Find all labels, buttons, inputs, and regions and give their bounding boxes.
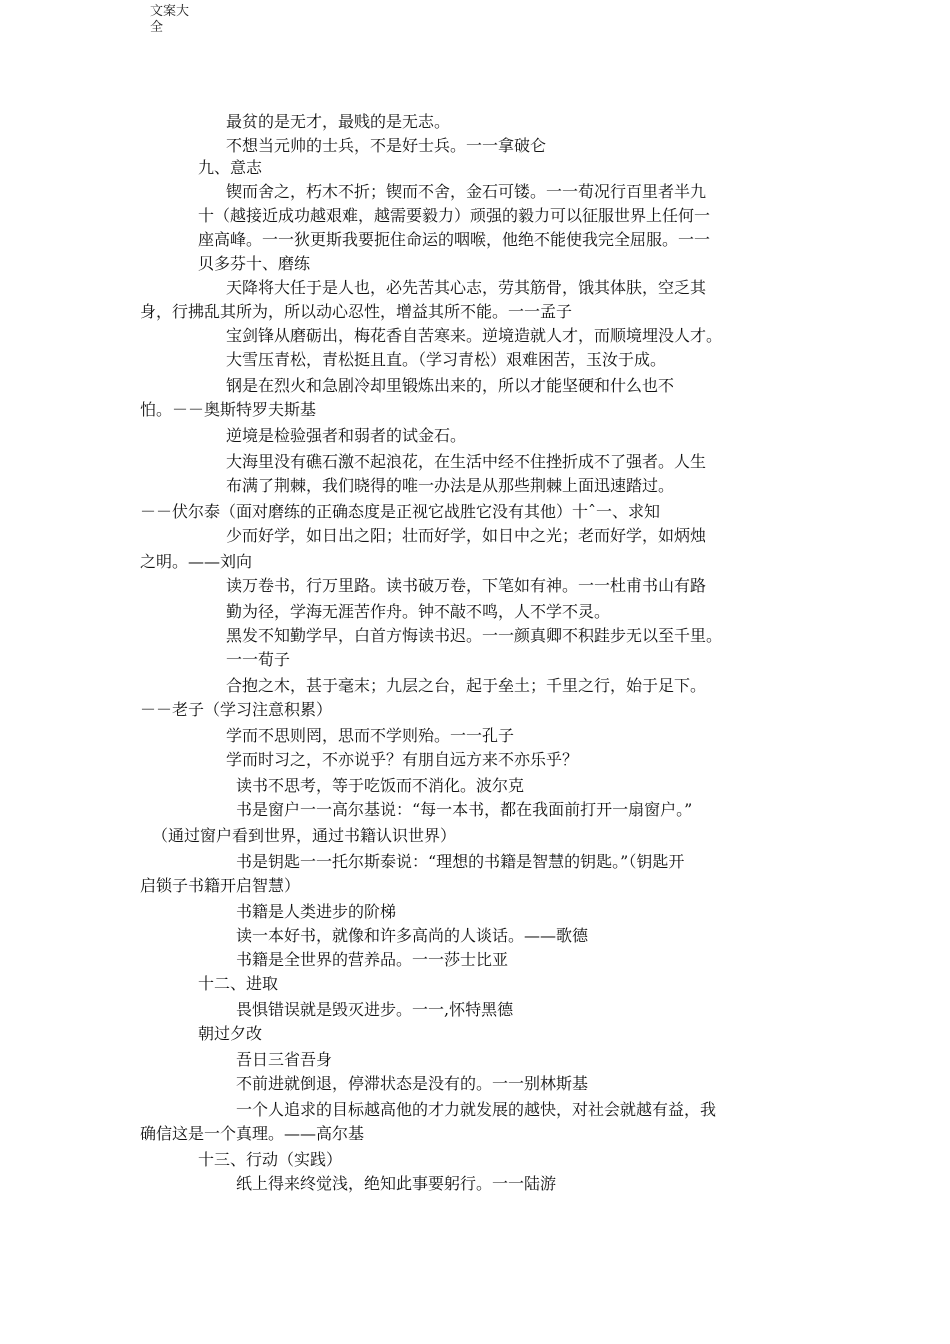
text-line: 合抱之木，甚于毫末；九层之台，起于垒土；千里之行，始于足下。: [226, 676, 707, 695]
text-line: 九、意志: [198, 158, 263, 177]
text-line: 之明。——刘向: [140, 552, 253, 571]
text-line: －－伏尔泰（面对磨练的正确态度是正视它战胜它没有其他）十ˆ一、求知: [140, 502, 661, 521]
text-line: 书是窗户一一高尔基说：“每一本书，都在我面前打开一扇窗户。”: [236, 800, 693, 819]
text-line: 畏惧错误就是毁灭进步。一一,怀特黑德: [236, 1000, 514, 1019]
text-line: 十二、进取: [198, 974, 279, 993]
text-line: 书是钥匙一一托尔斯泰说：“理想的书籍是智慧的钥匙。”（钥匙开: [236, 852, 685, 871]
text-line: 逆境是检验强者和弱者的试金石。: [226, 426, 467, 445]
text-line: 确信这是一个真理。——高尔基: [140, 1124, 365, 1143]
text-line: 天降将大任于是人也，必先苦其心志，劳其筋骨，饿其体肤，空乏其: [226, 278, 707, 297]
text-line: 锲而舍之，朽木不折；锲而不舍，金石可镂。一一荀况行百里者半九: [226, 182, 707, 201]
text-line: 朝过夕改: [198, 1024, 263, 1043]
text-line: 启锁子书籍开启智慧）: [140, 876, 301, 895]
text-line: 十（越接近成功越艰难，越需要毅力）顽强的毅力可以征服世界上任何一: [198, 206, 711, 225]
text-line: 一个人追求的目标越高他的才力就发展的越快，对社会就越有益，我: [236, 1100, 717, 1119]
text-line: 纸上得来终觉浅，绝知此事要躬行。一一陆游: [236, 1174, 557, 1193]
text-line: 大海里没有礁石激不起浪花，在生活中经不住挫折成不了强者。人生: [226, 452, 707, 471]
text-line: 书籍是全世界的营养品。一一莎士比亚: [236, 950, 509, 969]
text-line: 怕。－－奥斯特罗夫斯基: [140, 400, 317, 419]
text-line: 吾日三省吾身: [236, 1050, 333, 1069]
text-line: 勤为径，学海无涯苦作舟。钟不敲不鸣，人不学不灵。: [226, 602, 611, 621]
page-header: 文案大全: [150, 4, 190, 35]
text-line: 宝剑锋从磨砺出，梅花香自苦寒来。逆境造就人才，而顺境埋没人才。: [226, 326, 723, 345]
text-line: 最贫的是无才，最贱的是无志。: [226, 112, 451, 131]
text-line: 不前进就倒退，停滞状态是没有的。一一别林斯基: [236, 1074, 589, 1093]
text-line: 学而时习之，不亦说乎？有朋自远方来不亦乐乎？: [226, 750, 579, 769]
text-line: 座高峰。一一狄更斯我要扼住命运的咽喉，他绝不能使我完全屈服。一一: [198, 230, 711, 249]
text-line: 学而不思则罔，思而不学则殆。一一孔子: [226, 726, 515, 745]
text-line: 十三、行动（实践）: [198, 1150, 343, 1169]
text-line: 书籍是人类进步的阶梯: [236, 902, 397, 921]
text-line: （通过窗户看到世界，通过书籍认识世界）: [152, 826, 457, 845]
text-line: 少而好学，如日出之阳；壮而好学，如日中之光；老而好学，如炳烛: [226, 526, 707, 545]
text-line: 布满了荆棘，我们晓得的唯一办法是从那些荆棘上面迅速踏过。: [226, 476, 675, 495]
text-line: 一一荀子: [226, 650, 291, 669]
text-line: 读书不思考，等于吃饭而不消化。波尔克: [236, 776, 525, 795]
text-line: 不想当元帅的士兵，不是好士兵。一一拿破仑: [226, 136, 547, 155]
text-line: 读万卷书，行万里路。读书破万卷，下笔如有神。一一杜甫书山有路: [226, 576, 707, 595]
text-line: 读一本好书，就像和许多高尚的人谈话。——歌德: [236, 926, 589, 945]
text-line: 黑发不知勤学早，白首方悔读书迟。一一颜真卿不积跬步无以至千里。: [226, 626, 723, 645]
text-line: 钢是在烈火和急剧冷却里锻炼出来的，所以才能坚硬和什么也不: [226, 376, 675, 395]
text-line: 大雪压青松，青松挺且直。（学习青松）艰难困苦，玉汝于成。: [226, 350, 667, 369]
text-line: 贝多芬十、磨练: [198, 254, 311, 273]
text-line: －－老子（学习注意积累）: [140, 700, 333, 719]
text-line: 身，行拂乱其所为，所以动心忍性，增益其所不能。一一孟子: [140, 302, 573, 321]
